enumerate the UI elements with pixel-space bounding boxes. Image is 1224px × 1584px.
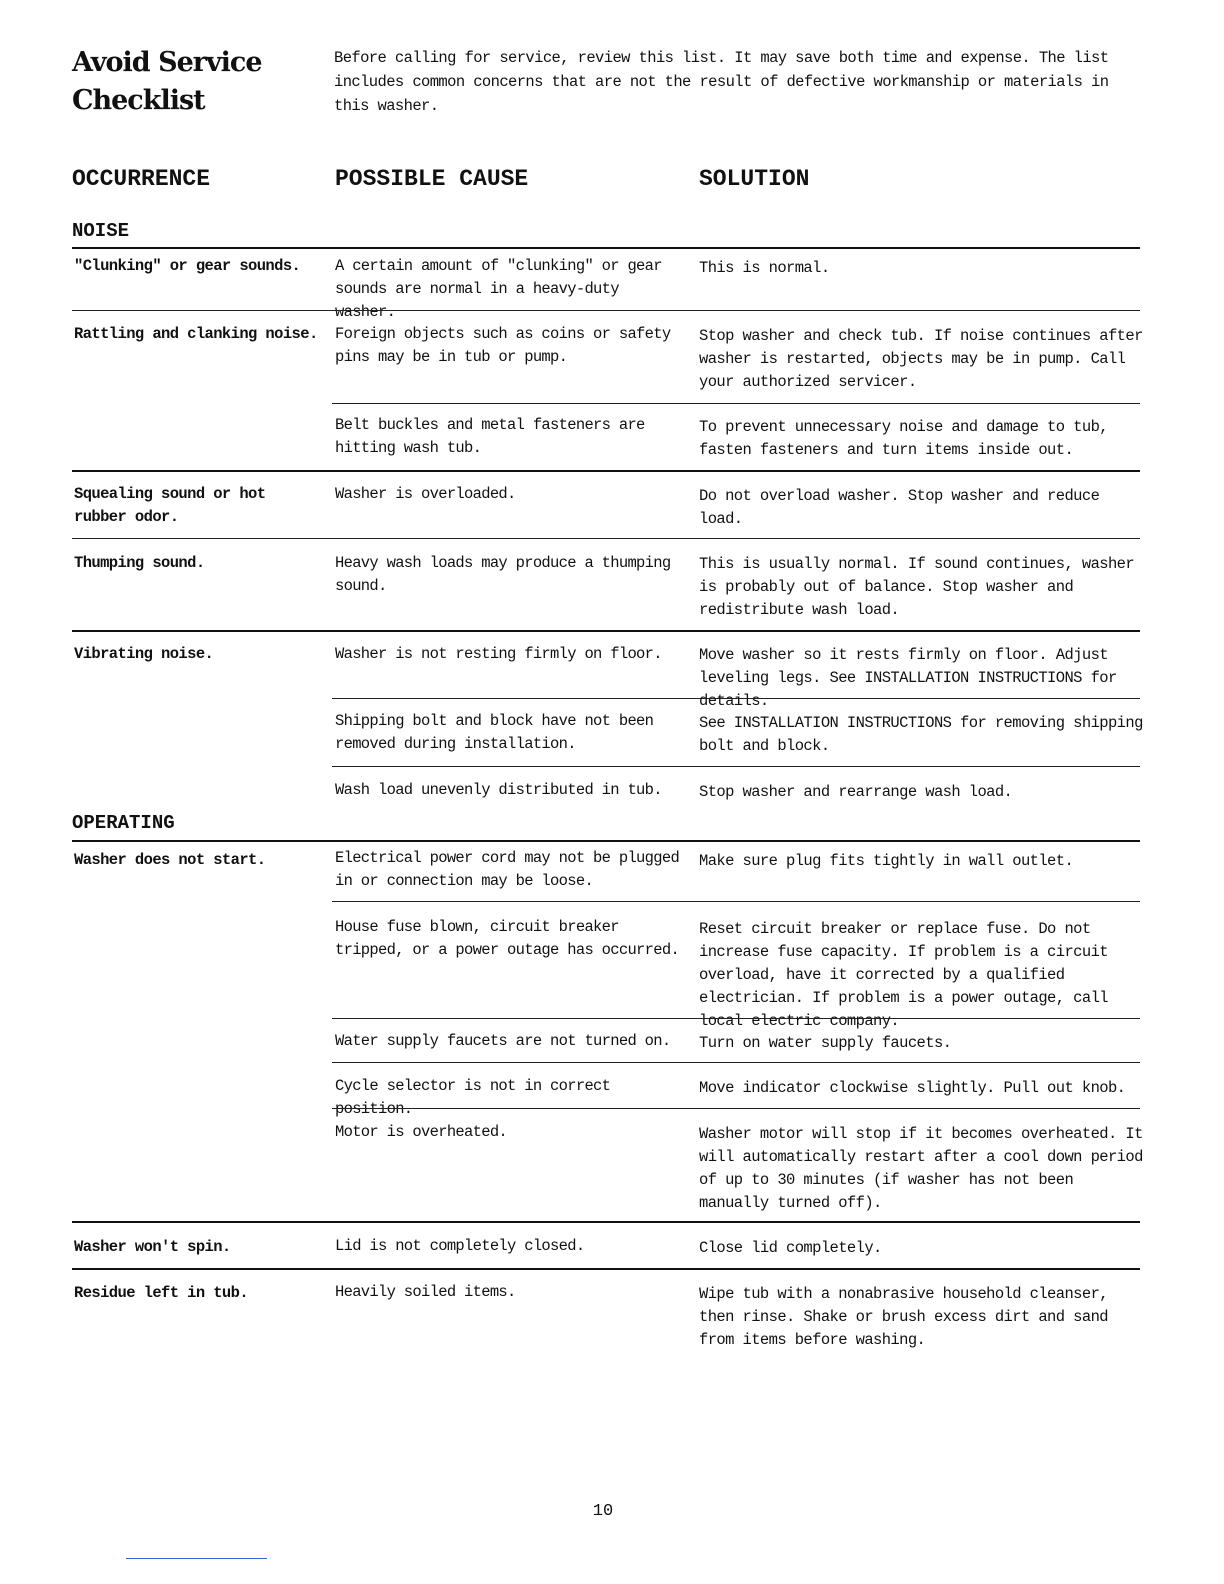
- divider: [72, 247, 1140, 249]
- occurrence-cell: Vibrating noise.: [74, 645, 214, 663]
- solution-cell: Close lid completely.: [699, 1239, 882, 1257]
- divider: [332, 698, 1140, 699]
- column-header-solution: SOLUTION: [699, 166, 810, 192]
- occurrence-cell: Washer does not start.: [74, 851, 266, 869]
- cause-cell: Washer is overloaded.: [335, 485, 516, 503]
- solution-cell: This is usually normal. If sound continues, washer is probably out of balance. Stop washer and redistribute wash load.: [699, 555, 1135, 619]
- cause-cell: Cycle selector is not in correct position.: [335, 1077, 611, 1118]
- divider: [332, 901, 1140, 902]
- page-number: 10: [592, 1502, 614, 1521]
- divider: [332, 403, 1140, 404]
- cause-cell: Shipping bolt and block have not been removed during installation.: [335, 712, 654, 753]
- column-header-occurrence: OCCURRENCE: [72, 166, 211, 192]
- page-title-line1: Avoid Service: [72, 47, 262, 78]
- cause-cell: Heavily soiled items.: [335, 1283, 516, 1301]
- cause-cell: Belt buckles and metal fasteners are hitting wash tub.: [335, 416, 645, 457]
- solution-cell: Wipe tub with a nonabrasive household cleanser, then rinse. Shake or brush excess dirt and sand from items before washing.: [699, 1285, 1108, 1349]
- solution-cell: Move indicator clockwise slightly. Pull out knob.: [699, 1079, 1126, 1097]
- cause-cell: Washer is not resting firmly on floor.: [335, 645, 662, 663]
- solution-cell: Do not overload washer. Stop washer and reduce load.: [699, 487, 1100, 528]
- cause-cell: Lid is not completely closed.: [335, 1237, 585, 1255]
- divider: [332, 766, 1140, 767]
- cause-cell: Motor is overheated.: [335, 1123, 508, 1141]
- solution-cell: Turn on water supply faucets.: [699, 1034, 952, 1052]
- divider: [72, 840, 1140, 842]
- occurrence-cell: Thumping sound.: [74, 554, 205, 572]
- intro-text: Before calling for service, review this list. It may save both time and expense. The list includes common concerns that are not the result of defective workmanship or materials in this washer.: [334, 49, 1109, 115]
- divider: [72, 1221, 1140, 1223]
- divider: [332, 1018, 1140, 1019]
- divider: [332, 1108, 1140, 1109]
- occurrence-cell: Residue left in tub.: [74, 1284, 249, 1302]
- column-header-cause: POSSIBLE CAUSE: [335, 166, 529, 192]
- occurrence-cell: Rattling and clanking noise.: [74, 325, 318, 343]
- divider: [72, 470, 1140, 472]
- solution-cell: Stop washer and check tub. If noise continues after washer is restarted, objects may be in pump. Call your authorized servicer.: [699, 327, 1143, 391]
- cause-cell: House fuse blown, circuit breaker tripped, or a power outage has occurred.: [335, 918, 680, 959]
- section-heading-operating: OPERATING: [72, 812, 175, 834]
- solution-cell: See INSTALLATION INSTRUCTIONS for removing shipping bolt and block.: [699, 714, 1143, 755]
- solution-cell: To prevent unnecessary noise and damage to tub, fasten fasteners and turn items inside out.: [699, 418, 1108, 459]
- cause-cell: Foreign objects such as coins or safety pins may be in tub or pump.: [335, 325, 671, 366]
- cause-cell: Water supply faucets are not turned on.: [335, 1032, 671, 1050]
- divider: [72, 310, 1140, 311]
- solution-cell: Washer motor will stop if it becomes overheated. It will automatically restart after a cool down period of up to 30 minutes (if washer has not been manually turned off).: [699, 1125, 1143, 1212]
- divider: [72, 630, 1140, 632]
- cause-cell: A certain amount of "clunking" or gear sounds are normal in a heavy-duty washer.: [335, 257, 662, 321]
- divider: [332, 1062, 1140, 1063]
- link-underline: [126, 1558, 267, 1559]
- divider: [72, 1268, 1140, 1270]
- solution-cell: Make sure plug fits tightly in wall outlet.: [699, 852, 1074, 870]
- occurrence-cell: Washer won't spin.: [74, 1238, 231, 1256]
- cause-cell: Heavy wash loads may produce a thumping sound.: [335, 554, 671, 595]
- cause-cell: Electrical power cord may not be plugged in or connection may be loose.: [335, 849, 680, 890]
- occurrence-cell: Squealing sound or hot rubber odor.: [74, 485, 266, 526]
- section-heading-noise: NOISE: [72, 220, 130, 242]
- page-title-line2: Checklist: [72, 85, 205, 116]
- divider: [72, 538, 1140, 539]
- solution-cell: This is normal.: [699, 259, 830, 277]
- occurrence-cell: "Clunking" or gear sounds.: [74, 257, 301, 275]
- page-title: [72, 44, 312, 120]
- cause-cell: Wash load unevenly distributed in tub.: [335, 781, 662, 799]
- solution-cell: Reset circuit breaker or replace fuse. Do not increase fuse capacity. If problem is a circuit overload, have it corrected by a qualified electrician. If problem is a power outage, call local electric company.: [699, 920, 1108, 1030]
- solution-cell: Stop washer and rearrange wash load.: [699, 783, 1013, 801]
- solution-cell: Move washer so it rests firmly on floor. Adjust leveling legs. See INSTALLATION INSTRUCTIONS for details.: [699, 646, 1117, 710]
